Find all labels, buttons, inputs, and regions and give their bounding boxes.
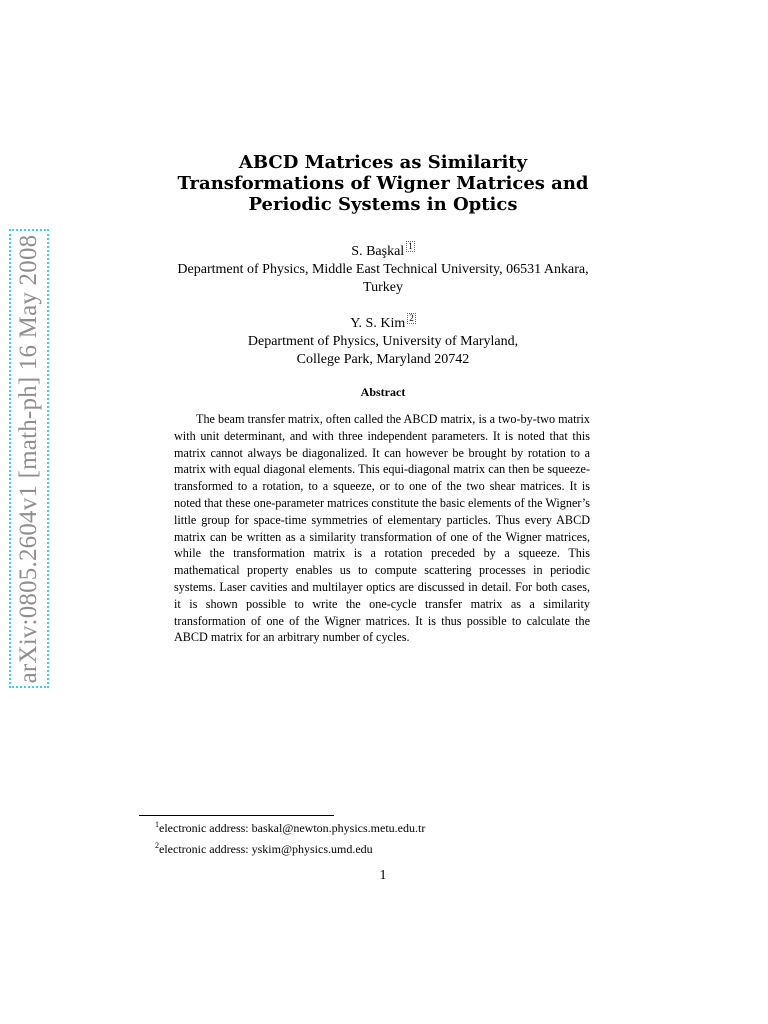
- author-affiliation-address: College Park, Maryland 20742: [296, 352, 470, 367]
- footnote-1: [155, 816, 425, 837]
- author-affiliation: Department of Physics, University of Maryland,: [247, 334, 519, 349]
- footnote-text: electronic address: yskim@physics.umd.edu: [159, 842, 373, 856]
- author-block-kim: [120, 313, 646, 369]
- footnote-number: 1: [155, 820, 159, 829]
- title-line-3: Periodic Systems in Optics: [248, 194, 518, 215]
- author-name: Y. S. Kim: [350, 316, 406, 331]
- arxiv-identifier: arXiv:0805.2604v1 [math-ph] 16 May 2008: [15, 234, 42, 683]
- footnote-link-2[interactable]: 2: [409, 313, 414, 323]
- footnote-number: 2: [155, 841, 159, 850]
- author-block-baskal: [120, 241, 646, 297]
- footnote-link-1[interactable]: 1: [408, 241, 413, 251]
- author-name-line: [120, 241, 646, 261]
- page-number: 1: [379, 868, 387, 883]
- arxiv-stamp[interactable]: [9, 229, 49, 688]
- footnotes: [155, 816, 425, 858]
- footnote-2: [155, 837, 425, 858]
- abstract-heading: Abstract: [360, 385, 406, 399]
- author-affiliation: Department of Physics, Middle East Technical University, 06531 Ankara,: [177, 262, 589, 277]
- author-name-line: [120, 313, 646, 333]
- title-line-2: Transformations of Wigner Matrices and: [177, 173, 589, 194]
- paper-title: [130, 152, 636, 215]
- author-affiliation-country: Turkey: [363, 280, 403, 295]
- footnote-text: electronic address: baskal@newton.physics.metu.edu.tr: [159, 821, 426, 835]
- title-line-1: ABCD Matrices as Similarity: [238, 152, 528, 173]
- author-name: S. Başkal: [351, 244, 405, 259]
- abstract-text: The beam transfer matrix, often called the ABCD matrix, is a two-by-two matrix with unit determinant, and with three independent parameters. It is noted that this matrix cannot always be diagonalized. It can however be brought by rotation to a matrix with equal diagonal elements. This equi-diagonal matrix can then be squeeze-transformed to a rotation, to a squeeze, or to one of the two shear matrices. It is noted that these one-parameter matrices constitute the basic elements of the Wigner’s little group for space-time symmetries of elementary particles. Thus every ABCD matrix can be written as a similarity transformation of one of the Wigner matrices, while the transformation matrix is a rotation preceded by a squeeze. This mathematical property enables us to compute scattering processes in periodic systems. Laser cavities and multilayer optics are discussed in detail. For both cases, it is shown possible to write the one-cycle transfer matrix as a similarity transformation of one of the Wigner matrices. It is thus possible to calculate the ABCD matrix for an arbitrary number of cycles.: [174, 412, 590, 645]
